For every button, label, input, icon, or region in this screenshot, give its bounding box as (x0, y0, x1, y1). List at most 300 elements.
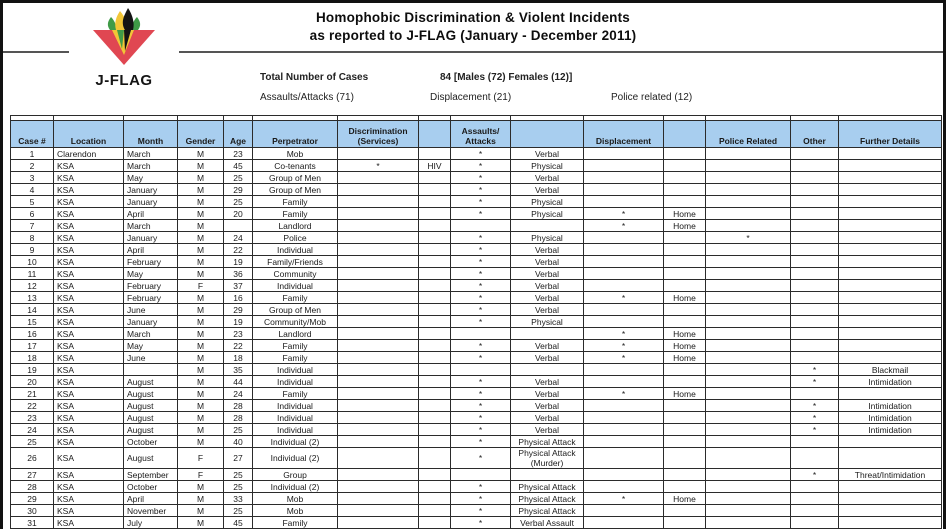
cell-attack_type: Verbal (511, 304, 584, 316)
cell-age: 33 (224, 493, 253, 505)
cell-month: May (124, 172, 178, 184)
cell-location: KSA (54, 388, 124, 400)
cell-assaults_attacks: * (451, 280, 511, 292)
cell-month: January (124, 184, 178, 196)
cell-police_related (706, 328, 791, 340)
cell-location: KSA (54, 328, 124, 340)
cell-location: KSA (54, 196, 124, 208)
cell-further_details (839, 304, 942, 316)
cell-attack_type (511, 364, 584, 376)
cell-location: KSA (54, 469, 124, 481)
cell-location: KSA (54, 244, 124, 256)
column-header-assaults_attacks: Assaults/​Attacks (451, 121, 511, 148)
cell-age: 28 (224, 412, 253, 424)
cell-other (791, 304, 839, 316)
cell-discrimination_services (338, 184, 419, 196)
cell-hiv (419, 436, 451, 448)
cell-discrimination_services (338, 292, 419, 304)
cell-location: KSA (54, 481, 124, 493)
cell-assaults_attacks (451, 469, 511, 481)
cell-perpetrator: Mob (253, 493, 338, 505)
cell-assaults_attacks: * (451, 340, 511, 352)
cell-perpetrator: Mob (253, 148, 338, 160)
cell-month: April (124, 493, 178, 505)
total-cases-label: Total Number of Cases (260, 72, 369, 83)
cell-discrimination_services (338, 448, 419, 469)
cell-displacement_location (664, 256, 706, 268)
cell-gender: M (178, 304, 224, 316)
cell-displacement_location (664, 184, 706, 196)
cell-discrimination_services (338, 340, 419, 352)
stat-police-related: Police related (12) (611, 92, 693, 103)
cell-assaults_attacks: * (451, 436, 511, 448)
cell-assaults_attacks: * (451, 352, 511, 364)
cell-displacement: * (584, 388, 664, 400)
cell-other: * (791, 412, 839, 424)
cell-police_related (706, 304, 791, 316)
title-line-2: as reported to J-FLAG (January - December 2011) (309, 28, 637, 44)
cell-displacement: * (584, 493, 664, 505)
cell-age: 18 (224, 352, 253, 364)
column-header-gender: Gender (178, 121, 224, 148)
cell-displacement (584, 412, 664, 424)
table-row (11, 316, 942, 328)
cell-assaults_attacks (451, 364, 511, 376)
cell-attack_type: Verbal (511, 400, 584, 412)
cell-assaults_attacks: * (451, 184, 511, 196)
cell-displacement (584, 196, 664, 208)
cell-case: 4 (11, 184, 54, 196)
cell-assaults_attacks: * (451, 172, 511, 184)
cell-police_related (706, 208, 791, 220)
table-row (11, 196, 942, 208)
cell-case: 19 (11, 364, 54, 376)
cell-location: KSA (54, 340, 124, 352)
cell-further_details: Intimidation (839, 424, 942, 436)
cell-other (791, 505, 839, 517)
cell-police_related (706, 280, 791, 292)
cell-age: 45 (224, 517, 253, 529)
cell-location: KSA (54, 376, 124, 388)
cell-other (791, 493, 839, 505)
cell-perpetrator: Group of Men (253, 184, 338, 196)
cell-other (791, 292, 839, 304)
cell-assaults_attacks: * (451, 268, 511, 280)
cell-police_related (706, 388, 791, 400)
cell-displacement_location: Home (664, 328, 706, 340)
cell-further_details (839, 481, 942, 493)
cell-other (791, 244, 839, 256)
cell-age (224, 220, 253, 232)
cell-gender: M (178, 388, 224, 400)
cell-hiv (419, 388, 451, 400)
cell-age: 22 (224, 244, 253, 256)
cell-location: KSA (54, 268, 124, 280)
cell-hiv (419, 481, 451, 493)
cell-gender: M (178, 436, 224, 448)
cell-attack_type: Physical Attack (Murder) (511, 448, 584, 469)
cell-police_related (706, 376, 791, 388)
cell-age: 25 (224, 481, 253, 493)
cell-further_details (839, 292, 942, 304)
cell-gender: M (178, 352, 224, 364)
cell-attack_type: Verbal (511, 148, 584, 160)
cell-displacement (584, 376, 664, 388)
cell-month: October (124, 436, 178, 448)
cell-age: 25 (224, 505, 253, 517)
cell-case: 14 (11, 304, 54, 316)
cell-month: March (124, 328, 178, 340)
cell-further_details (839, 196, 942, 208)
cell-hiv (419, 493, 451, 505)
jflag-flame-triangle-icon (84, 56, 164, 73)
cell-case: 11 (11, 268, 54, 280)
cell-displacement: * (584, 220, 664, 232)
cell-location: KSA (54, 352, 124, 364)
cell-displacement (584, 244, 664, 256)
cell-month: August (124, 412, 178, 424)
cell-assaults_attacks (451, 328, 511, 340)
cell-displacement_location (664, 436, 706, 448)
cell-attack_type: Verbal (511, 340, 584, 352)
cell-displacement (584, 316, 664, 328)
cell-hiv (419, 184, 451, 196)
cell-other (791, 268, 839, 280)
cell-perpetrator: Individual (2) (253, 436, 338, 448)
cell-further_details (839, 448, 942, 469)
cell-hiv (419, 208, 451, 220)
cell-attack_type (511, 469, 584, 481)
cell-perpetrator: Co-tenants (253, 160, 338, 172)
table-row (11, 481, 942, 493)
cell-perpetrator: Police (253, 232, 338, 244)
cell-displacement: * (584, 340, 664, 352)
cell-case: 9 (11, 244, 54, 256)
cell-other: * (791, 364, 839, 376)
cell-further_details (839, 340, 942, 352)
total-cases-value: 84 [Males (72) Females (12)] (440, 72, 573, 83)
cell-displacement_location (664, 160, 706, 172)
table-row (11, 292, 942, 304)
cell-other (791, 280, 839, 292)
column-header-location: Location (54, 121, 124, 148)
cell-gender: M (178, 328, 224, 340)
cell-month: September (124, 469, 178, 481)
cell-other (791, 172, 839, 184)
cell-hiv (419, 172, 451, 184)
cell-hiv (419, 448, 451, 469)
cell-displacement_location (664, 469, 706, 481)
cell-further_details (839, 148, 942, 160)
cell-police_related (706, 148, 791, 160)
cell-discrimination_services (338, 172, 419, 184)
cell-assaults_attacks: * (451, 316, 511, 328)
cell-displacement (584, 172, 664, 184)
cell-month: May (124, 340, 178, 352)
cell-discrimination_services (338, 481, 419, 493)
cell-discrimination_services (338, 436, 419, 448)
cell-discrimination_services (338, 328, 419, 340)
cell-police_related (706, 352, 791, 364)
cell-hiv (419, 505, 451, 517)
cell-case: 31 (11, 517, 54, 529)
cell-attack_type: Physical Attack (511, 436, 584, 448)
cell-other (791, 160, 839, 172)
cell-discrimination_services (338, 352, 419, 364)
cell-further_details (839, 172, 942, 184)
cell-location: KSA (54, 505, 124, 517)
cell-age: 25 (224, 172, 253, 184)
table-row (11, 184, 942, 196)
cell-displacement: * (584, 328, 664, 340)
cell-police_related (706, 505, 791, 517)
table-row (11, 352, 942, 364)
table-row (11, 376, 942, 388)
cell-further_details (839, 316, 942, 328)
cell-location: KSA (54, 400, 124, 412)
table-row (11, 364, 942, 376)
table-row (11, 256, 942, 268)
cell-police_related (706, 244, 791, 256)
cell-hiv (419, 469, 451, 481)
cell-assaults_attacks: * (451, 148, 511, 160)
cell-displacement_location (664, 412, 706, 424)
cell-perpetrator: Individual (253, 412, 338, 424)
cell-gender: M (178, 184, 224, 196)
cell-perpetrator: Family (253, 352, 338, 364)
cell-gender: M (178, 208, 224, 220)
title-line-1: Homophobic Discrimination & Violent Incidents (315, 10, 631, 25)
cell-attack_type: Physical (511, 196, 584, 208)
cell-displacement (584, 424, 664, 436)
cell-displacement (584, 280, 664, 292)
cell-age: 25 (224, 469, 253, 481)
cell-discrimination_services (338, 232, 419, 244)
cell-further_details (839, 388, 942, 400)
cell-discrimination_services (338, 505, 419, 517)
cell-police_related (706, 172, 791, 184)
cell-police_related (706, 481, 791, 493)
cell-assaults_attacks: * (451, 232, 511, 244)
cell-gender: M (178, 364, 224, 376)
stat-assaults-attacks: Assaults/Attacks (71) (260, 92, 354, 103)
cell-attack_type: Verbal (511, 184, 584, 196)
cell-perpetrator: Family/Friends (253, 256, 338, 268)
cell-displacement_location (664, 268, 706, 280)
cell-location: KSA (54, 160, 124, 172)
cell-month: June (124, 352, 178, 364)
stat-displacement: Displacement (21) (430, 92, 512, 103)
cell-assaults_attacks: * (451, 292, 511, 304)
table-header-row (11, 121, 942, 148)
cell-further_details (839, 244, 942, 256)
cell-displacement_location (664, 517, 706, 529)
table-row (11, 517, 942, 529)
cell-assaults_attacks: * (451, 481, 511, 493)
table-row (11, 493, 942, 505)
cell-location: KSA (54, 232, 124, 244)
cell-displacement_location (664, 304, 706, 316)
cell-discrimination_services (338, 424, 419, 436)
cell-assaults_attacks (451, 220, 511, 232)
cell-assaults_attacks: * (451, 304, 511, 316)
cell-other (791, 352, 839, 364)
cell-further_details (839, 220, 942, 232)
cell-hiv (419, 424, 451, 436)
cell-attack_type: Physical (511, 232, 584, 244)
cell-hiv (419, 400, 451, 412)
cell-displacement (584, 481, 664, 493)
cell-attack_type: Verbal (511, 352, 584, 364)
cell-further_details (839, 256, 942, 268)
cell-discrimination_services (338, 268, 419, 280)
cell-perpetrator: Family (253, 208, 338, 220)
cell-gender: M (178, 340, 224, 352)
cell-police_related (706, 196, 791, 208)
table-row (11, 505, 942, 517)
cell-hiv (419, 316, 451, 328)
cell-attack_type: Verbal (511, 412, 584, 424)
cell-discrimination_services (338, 364, 419, 376)
cell-age: 29 (224, 184, 253, 196)
cell-hiv (419, 328, 451, 340)
cell-discrimination_services (338, 208, 419, 220)
cell-assaults_attacks: * (451, 448, 511, 469)
cell-police_related (706, 184, 791, 196)
cell-police_related (706, 268, 791, 280)
cell-assaults_attacks: * (451, 517, 511, 529)
cell-assaults_attacks: * (451, 376, 511, 388)
column-header-discrimination_services: Discrimination (Services) (338, 121, 419, 148)
column-header-displacement_location (664, 121, 706, 148)
cell-displacement (584, 400, 664, 412)
cell-gender: F (178, 469, 224, 481)
cell-age: 27 (224, 448, 253, 469)
cell-discrimination_services: * (338, 160, 419, 172)
cell-hiv: HIV (419, 160, 451, 172)
cell-displacement (584, 148, 664, 160)
cell-displacement (584, 505, 664, 517)
table-row (11, 304, 942, 316)
cell-gender: M (178, 424, 224, 436)
cell-month: February (124, 280, 178, 292)
table-row (11, 328, 942, 340)
cell-case: 28 (11, 481, 54, 493)
cell-month: April (124, 208, 178, 220)
cell-perpetrator: Landlord (253, 220, 338, 232)
cell-case: 24 (11, 424, 54, 436)
cell-displacement (584, 469, 664, 481)
column-header-hiv (419, 121, 451, 148)
cell-displacement: * (584, 208, 664, 220)
cell-case: 8 (11, 232, 54, 244)
cell-displacement (584, 232, 664, 244)
cell-month: January (124, 316, 178, 328)
cell-displacement_location (664, 280, 706, 292)
cell-age: 16 (224, 292, 253, 304)
table-row (11, 469, 942, 481)
column-header-further_details: Further Details (839, 121, 942, 148)
cell-perpetrator: Group (253, 469, 338, 481)
cell-gender: M (178, 481, 224, 493)
table-row (11, 388, 942, 400)
cell-police_related (706, 469, 791, 481)
cell-other (791, 316, 839, 328)
cell-displacement: * (584, 352, 664, 364)
cell-gender: M (178, 244, 224, 256)
cell-case: 27 (11, 469, 54, 481)
cell-displacement (584, 256, 664, 268)
cell-hiv (419, 292, 451, 304)
cell-displacement_location: Home (664, 292, 706, 304)
cell-gender: M (178, 268, 224, 280)
cell-other: * (791, 376, 839, 388)
cell-perpetrator: Family (253, 340, 338, 352)
cell-age: 45 (224, 160, 253, 172)
cell-month: June (124, 304, 178, 316)
cell-case: 21 (11, 388, 54, 400)
cell-month: July (124, 517, 178, 529)
cell-case: 30 (11, 505, 54, 517)
cell-further_details (839, 184, 942, 196)
cell-displacement_location: Home (664, 493, 706, 505)
cell-further_details (839, 280, 942, 292)
table-row (11, 244, 942, 256)
cell-displacement_location (664, 505, 706, 517)
table-row (11, 232, 942, 244)
cell-perpetrator: Family (253, 292, 338, 304)
cell-police_related (706, 448, 791, 469)
cell-attack_type: Verbal Assault (511, 517, 584, 529)
cell-attack_type: Verbal (511, 172, 584, 184)
cell-discrimination_services (338, 388, 419, 400)
cell-hiv (419, 352, 451, 364)
cell-location: KSA (54, 220, 124, 232)
table-row (11, 280, 942, 292)
cell-gender: M (178, 316, 224, 328)
cell-assaults_attacks: * (451, 160, 511, 172)
cell-perpetrator: Landlord (253, 328, 338, 340)
cell-discrimination_services (338, 469, 419, 481)
cell-month: February (124, 256, 178, 268)
cell-gender: M (178, 172, 224, 184)
cell-hiv (419, 196, 451, 208)
cell-other (791, 436, 839, 448)
cell-discrimination_services (338, 400, 419, 412)
cell-perpetrator: Family (253, 196, 338, 208)
cell-location: KSA (54, 184, 124, 196)
cell-displacement_location: Home (664, 220, 706, 232)
cell-discrimination_services (338, 517, 419, 529)
jflag-logo-wordmark: J-FLAG (95, 72, 153, 89)
cell-further_details (839, 232, 942, 244)
cell-age: 23 (224, 148, 253, 160)
cell-age: 24 (224, 388, 253, 400)
cell-location: KSA (54, 424, 124, 436)
cell-hiv (419, 280, 451, 292)
cell-case: 2 (11, 160, 54, 172)
cell-attack_type: Verbal (511, 280, 584, 292)
column-header-month: Month (124, 121, 178, 148)
cell-month: February (124, 292, 178, 304)
cell-gender: M (178, 196, 224, 208)
cell-displacement_location: Home (664, 208, 706, 220)
table-row (11, 208, 942, 220)
table-row (11, 268, 942, 280)
cell-location: KSA (54, 292, 124, 304)
cell-month: August (124, 448, 178, 469)
incidents-table (10, 115, 942, 529)
